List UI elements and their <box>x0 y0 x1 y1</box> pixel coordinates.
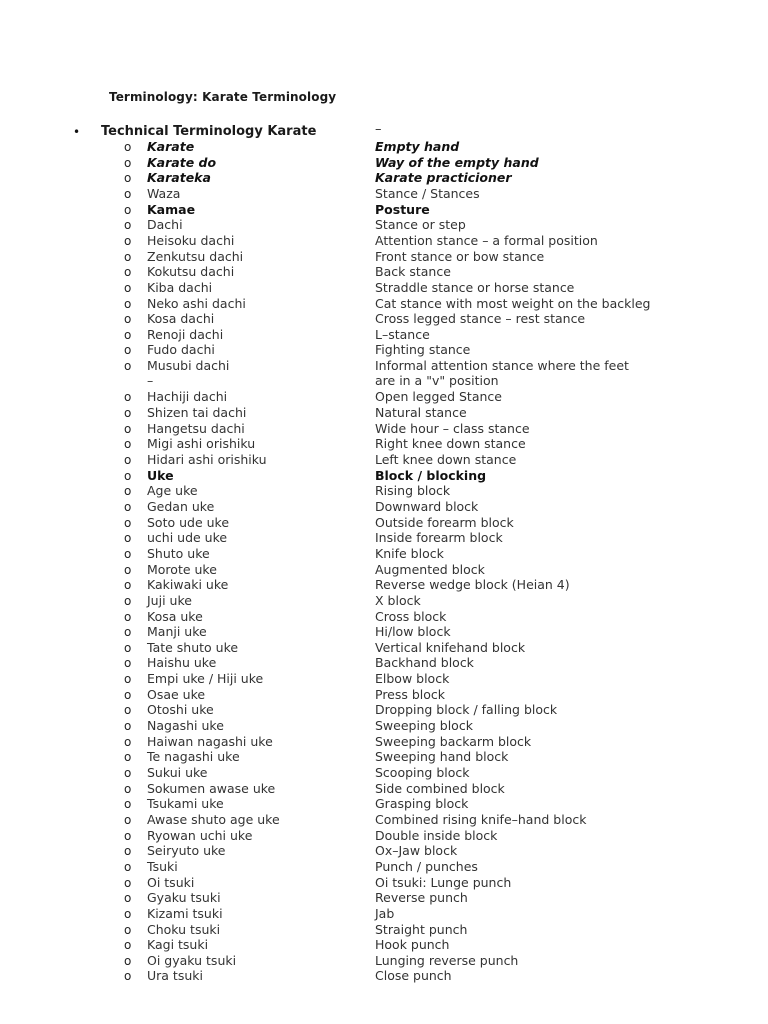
term-continuation: – <box>147 373 154 389</box>
list-item <box>0 937 768 953</box>
bullet-icon: o <box>124 812 132 827</box>
bullet-icon: o <box>124 296 132 311</box>
definition-label: Reverse wedge block (Heian 4) <box>375 577 570 593</box>
bullet-icon: o <box>124 233 132 248</box>
bullet-icon: o <box>124 734 132 749</box>
term-label: Karateka <box>147 170 211 186</box>
definition-label: Downward block <box>375 498 479 514</box>
list-item <box>0 186 768 202</box>
term-label: Otoshi uke <box>147 702 214 718</box>
list-item <box>0 249 768 265</box>
bullet-icon: o <box>124 202 132 217</box>
term-label: Kakiwaki uke <box>147 577 229 593</box>
term-label: uchi ude uke <box>147 530 228 546</box>
list-item <box>0 859 768 875</box>
bullet-icon: o <box>124 750 132 765</box>
bullet-icon: o <box>124 218 132 233</box>
bullet-icon: o <box>124 891 132 906</box>
term-label: Kiba dachi <box>147 279 213 295</box>
term-label: Gyaku tsuki <box>147 890 221 906</box>
definition-continuation: are in a "v" position <box>375 373 499 389</box>
definition-label: Back stance <box>375 264 451 280</box>
term-label: Nagashi uke <box>147 718 224 734</box>
bullet-icon: o <box>124 703 132 718</box>
term-label: Ryowan uchi uke <box>147 827 253 843</box>
definition-label: Reverse punch <box>375 890 468 906</box>
definition-label: Ox–Jaw block <box>375 843 458 859</box>
bullet-icon: o <box>124 609 132 624</box>
bullet-icon: o <box>124 766 132 780</box>
term-label: Age uke <box>147 483 198 499</box>
term-label: Waza <box>147 185 181 201</box>
term-label: Karate do <box>147 154 217 170</box>
list-item <box>0 702 768 718</box>
definition-label: Double inside block <box>375 827 498 843</box>
bullet-icon: o <box>124 546 132 561</box>
term-label: Seiryuto uke <box>147 843 226 859</box>
list-item <box>0 515 768 531</box>
list-item <box>0 812 768 828</box>
term-label: Fudo dachi <box>147 342 215 358</box>
list-item <box>0 953 768 969</box>
list-item <box>0 624 768 640</box>
term-label: Haishu uke <box>147 655 217 671</box>
term-label: Kamae <box>147 201 196 217</box>
definition-label: Karate practicioner <box>375 170 512 186</box>
top-item-term: Technical Terminology Karate <box>101 124 317 139</box>
list-item <box>0 749 768 765</box>
definition-label: Posture <box>375 201 430 217</box>
term-label: Sokumen awase uke <box>147 780 276 796</box>
document-title: Terminology: Karate Terminology <box>109 90 337 104</box>
term-label: Choku tsuki <box>147 921 221 937</box>
term-label: Sukui uke <box>147 765 208 780</box>
definition-label: Wide hour – class stance <box>375 420 530 436</box>
definition-label: Jab <box>375 905 395 921</box>
term-label: Karate <box>147 139 195 154</box>
definition-label: Knife block <box>375 545 444 561</box>
bullet-icon: o <box>124 797 132 812</box>
term-label: Gedan uke <box>147 498 215 514</box>
bullet-icon: o <box>124 265 132 280</box>
term-label: Tsuki <box>147 858 178 874</box>
term-label: Te nagashi uke <box>147 749 240 765</box>
definition-label: Grasping block <box>375 796 469 812</box>
list-item <box>0 405 768 421</box>
bullet-icon: o <box>124 844 132 859</box>
list-item <box>0 890 768 906</box>
term-label: Hidari ashi orishiku <box>147 452 267 467</box>
term-label: Hachiji dachi <box>147 389 228 405</box>
definition-label: Sweeping block <box>375 718 473 734</box>
list-item <box>0 155 768 171</box>
list-item <box>0 264 768 280</box>
bullet-icon: o <box>124 875 132 890</box>
bullet-icon: o <box>124 859 132 874</box>
term-label: Morote uke <box>147 561 217 577</box>
definition-label: Block / blocking <box>375 467 487 483</box>
definition-label: Lunging reverse punch <box>375 952 519 968</box>
bullet-icon: o <box>124 656 132 671</box>
list-item <box>0 577 768 593</box>
definition-label: Informal attention stance where the feet <box>375 358 629 374</box>
bullet-icon: o <box>124 453 132 467</box>
definition-label: Punch / punches <box>375 858 478 874</box>
list-item <box>0 296 768 312</box>
definition-label: Rising block <box>375 483 451 499</box>
list-item <box>0 968 768 984</box>
definition-label: Sweeping hand block <box>375 749 509 765</box>
list-item <box>0 687 768 703</box>
definition-label: Attention stance – a formal position <box>375 232 598 248</box>
definition-label: Straddle stance or horse stance <box>375 279 575 295</box>
top-item-def: – <box>375 122 382 137</box>
list-item <box>0 640 768 656</box>
definition-label: L–stance <box>375 326 430 342</box>
definition-label: Close punch <box>375 968 452 984</box>
term-label: Ura tsuki <box>147 968 203 984</box>
definition-label: Right knee down stance <box>375 436 526 452</box>
definition-label: Fighting stance <box>375 342 471 358</box>
definition-label: Straight punch <box>375 921 468 937</box>
term-label: Zenkutsu dachi <box>147 248 244 264</box>
list-item <box>0 593 768 609</box>
bullet-icon: o <box>124 593 132 608</box>
list-item <box>0 436 768 452</box>
term-label: Hangetsu dachi <box>147 420 245 436</box>
term-label: Tate shuto uke <box>147 639 239 655</box>
list-item <box>0 202 768 218</box>
list-item <box>0 796 768 812</box>
term-label: Neko ashi dachi <box>147 295 246 311</box>
bullet-icon: o <box>124 499 132 514</box>
list-item <box>0 765 768 781</box>
bullet-icon: o <box>124 437 132 452</box>
term-label: Manji uke <box>147 624 207 640</box>
term-label: Kosa dachi <box>147 311 215 327</box>
term-label: Shuto uke <box>147 545 210 561</box>
definition-label: Outside forearm block <box>375 514 514 530</box>
term-label: Kizami tsuki <box>147 905 223 921</box>
bullet-icon: o <box>124 969 132 984</box>
list-item <box>0 499 768 515</box>
term-label: Haiwan nagashi uke <box>147 733 273 749</box>
top-bullet-icon: • <box>73 125 81 139</box>
term-label: Dachi <box>147 217 183 233</box>
definition-label: Scooping block <box>375 765 470 780</box>
bullet-icon: o <box>124 562 132 577</box>
list-item <box>0 546 768 562</box>
bullet-icon: o <box>124 828 132 843</box>
definition-label: Elbow block <box>375 671 450 687</box>
bullet-icon: o <box>124 625 132 640</box>
definition-label: Hook punch <box>375 937 450 953</box>
definition-label: Natural stance <box>375 405 467 421</box>
list-item <box>0 217 768 233</box>
list-item <box>0 875 768 891</box>
bullet-icon: o <box>124 672 132 687</box>
definition-label: Dropping block / falling block <box>375 702 558 718</box>
list-item <box>0 452 768 468</box>
definition-label: Left knee down stance <box>375 452 517 467</box>
definition-label: Empty hand <box>375 139 460 154</box>
list-item <box>0 671 768 687</box>
definition-label: X block <box>375 592 421 608</box>
list-item <box>0 906 768 922</box>
bullet-icon: o <box>124 343 132 358</box>
bullet-icon: o <box>124 155 132 170</box>
list-item <box>0 468 768 484</box>
list-item <box>0 655 768 671</box>
term-label: Kokutsu dachi <box>147 264 235 280</box>
definition-label: Open legged Stance <box>375 389 502 405</box>
bullet-icon: o <box>124 140 132 154</box>
definition-label: Front stance or bow stance <box>375 248 545 264</box>
bullet-icon: o <box>124 640 132 655</box>
list-item <box>0 530 768 546</box>
definition-label: Combined rising knife–hand block <box>375 811 587 827</box>
list-item <box>0 421 768 437</box>
bullet-icon: o <box>124 922 132 937</box>
list-item <box>0 562 768 578</box>
list-item <box>0 734 768 750</box>
definition-label: Inside forearm block <box>375 530 503 546</box>
list-item <box>0 828 768 844</box>
bullet-icon: o <box>124 468 132 483</box>
list-item <box>0 139 768 155</box>
term-label: Tsukami uke <box>147 796 224 812</box>
list-item <box>0 389 768 405</box>
bullet-icon: o <box>124 953 132 968</box>
definition-label: Oi tsuki: Lunge punch <box>375 874 512 890</box>
bullet-icon: o <box>124 531 132 546</box>
term-label: Awase shuto age uke <box>147 811 280 827</box>
term-label: Uke <box>147 467 174 483</box>
bullet-icon: o <box>124 938 132 953</box>
definition-label: Cross legged stance – rest stance <box>375 311 586 327</box>
term-label: Kagi tsuki <box>147 937 209 953</box>
bullet-icon: o <box>124 359 132 374</box>
list-item <box>0 781 768 797</box>
term-label: Shizen tai dachi <box>147 405 247 421</box>
bullet-icon: o <box>124 249 132 264</box>
bullet-icon: o <box>124 390 132 405</box>
definition-label: Stance / Stances <box>375 185 480 201</box>
term-label: Empi uke / Hiji uke <box>147 671 264 687</box>
list-item <box>0 170 768 186</box>
term-label: Migi ashi orishiku <box>147 436 256 452</box>
list-item <box>0 843 768 859</box>
list-item <box>0 311 768 327</box>
list-item <box>0 280 768 296</box>
definition-label: Backhand block <box>375 655 474 671</box>
list-item <box>0 233 768 249</box>
definition-label: Hi/low block <box>375 624 451 640</box>
bullet-icon: o <box>124 484 132 499</box>
term-label: Kosa uke <box>147 608 203 624</box>
list-item <box>0 609 768 625</box>
term-label: Renoji dachi <box>147 326 224 342</box>
definition-label: Stance or step <box>375 217 466 233</box>
bullet-icon: o <box>124 719 132 734</box>
list-item <box>0 718 768 734</box>
term-label: Oi tsuki <box>147 874 195 890</box>
list-item <box>0 358 768 389</box>
term-label: Heisoku dachi <box>147 232 235 248</box>
bullet-icon: o <box>124 906 132 921</box>
bullet-icon: o <box>124 781 132 796</box>
definition-label: Side combined block <box>375 780 505 796</box>
definition-label: Vertical knifehand block <box>375 639 526 655</box>
bullet-icon: o <box>124 406 132 421</box>
bullet-icon: o <box>124 421 132 436</box>
list-item <box>0 483 768 499</box>
bullet-icon: o <box>124 171 132 186</box>
term-label: Musubi dachi <box>147 358 230 374</box>
term-label: Oi gyaku tsuki <box>147 952 237 968</box>
definition-label: Press block <box>375 686 446 702</box>
term-label: Juji uke <box>147 592 192 608</box>
bullet-icon: o <box>124 578 132 593</box>
bullet-icon: o <box>124 687 132 702</box>
definition-label: Cross block <box>375 608 447 624</box>
definition-label: Sweeping backarm block <box>375 733 532 749</box>
term-label: Soto ude uke <box>147 514 230 530</box>
definition-label: Cat stance with most weight on the backleg <box>375 295 651 311</box>
definition-label: Augmented block <box>375 561 485 577</box>
bullet-icon: o <box>124 312 132 327</box>
term-label: Osae uke <box>147 686 206 702</box>
bullet-icon: o <box>124 186 132 201</box>
bullet-icon: o <box>124 327 132 342</box>
list-item <box>0 922 768 938</box>
bullet-icon: o <box>124 280 132 295</box>
list-item <box>0 342 768 358</box>
list-item <box>0 327 768 343</box>
definition-label: Way of the empty hand <box>375 154 539 170</box>
bullet-icon: o <box>124 515 132 530</box>
